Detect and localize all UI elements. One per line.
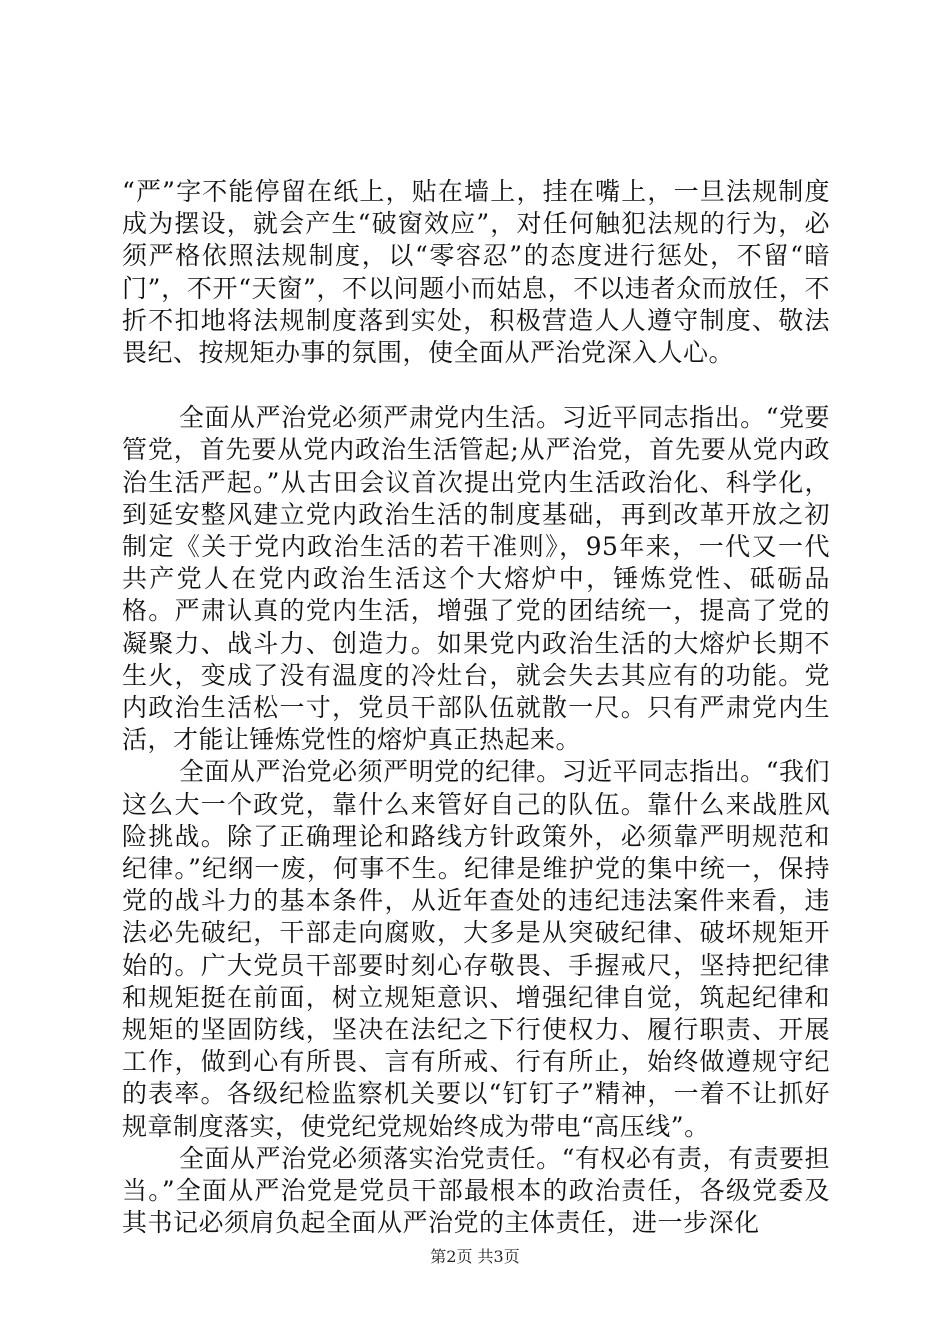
paragraph-2: 全面从严治党必须严肃党内生活。习近平同志指出。“党要管党，首先要从党内政治生活管起;从严治党，首先要从党内政治生活严起。”从古田会议首次提出党内生活政治化、科学化，到延安整风建立党内政治生活的制度基础，再到改革开放之初制定《关于党内政治生活的若干准则》，95年来，一代又一代共产党人在党内政治生活这个大熔炉中，锤炼党性、砥砺品格。严肃认真的党内生活，增强了党的团结统一，提高了党的凝聚力、战斗力、创造力。如果党内政治生活的大熔炉长期不生火，变成了没有温度的冷灶台，就会失去其应有的功能。党内政治生活松一寸，党员干部队伍就散一尺。只有严肃党内生活，才能让锤炼党性的熔炉真正热起来。 xyxy=(122,403,830,755)
paragraph-3: 全面从严治党必须严明党的纪律。习近平同志指出。“我们这么大一个政党，靠什么来管好自己的队伍。靠什么来战胜风险挑战。除了正确理论和路线方针政策外，必须靠严明规范和纪律。”纪纲一废，何事不生。纪律是维护党的集中统一，保持党的战斗力的基本条件，从近年查处的违纪违法案件来看，违法必先破纪，干部走向腐败，大多是从突破纪律、破坏规矩开始的。广大党员干部要时刻心存敬畏、手握戒尺，坚持把纪律和规矩挺在前面，树立规矩意识、增强纪律自觉，筑起纪律和规矩的坚固防线，坚决在法纪之下行使权力、履行职责、开展工作，做到心有所畏、言有所戒、行有所止，始终做遵规守纪的表率。各级纪检监察机关要以“钉钉子”精神，一着不让抓好规章制度落实，使党纪党规始终成为带电“高压线”。 xyxy=(122,757,830,1141)
paragraph-4: 全面从严治党必须落实治党责任。“有权必有责，有责要担当。”全面从严治党是党员干部最根本的政治责任，各级党委及其书记必须肩负起全面从严治党的主体责任，进一步深化 xyxy=(122,1143,830,1238)
page-footer: 第2页 共3页 xyxy=(430,1247,520,1266)
document-body xyxy=(122,176,830,1240)
paragraph-1: “严”字不能停留在纸上，贴在墙上，挂在嘴上，一旦法规制度成为摆设，就会产生“破窗效应”，对任何触犯法规的行为，必须严格依照法规制度，以“零容忍”的态度进行惩处，不留“暗门”，不开“天窗”，不以问题小而姑息，不以违者众而放任，不折不扣地将法规制度落到实处，积极营造人人遵守制度、敬法畏纪、按规矩办事的氛围，使全面从严治党深入人心。 xyxy=(122,177,830,368)
paragraph-gap xyxy=(122,369,830,402)
